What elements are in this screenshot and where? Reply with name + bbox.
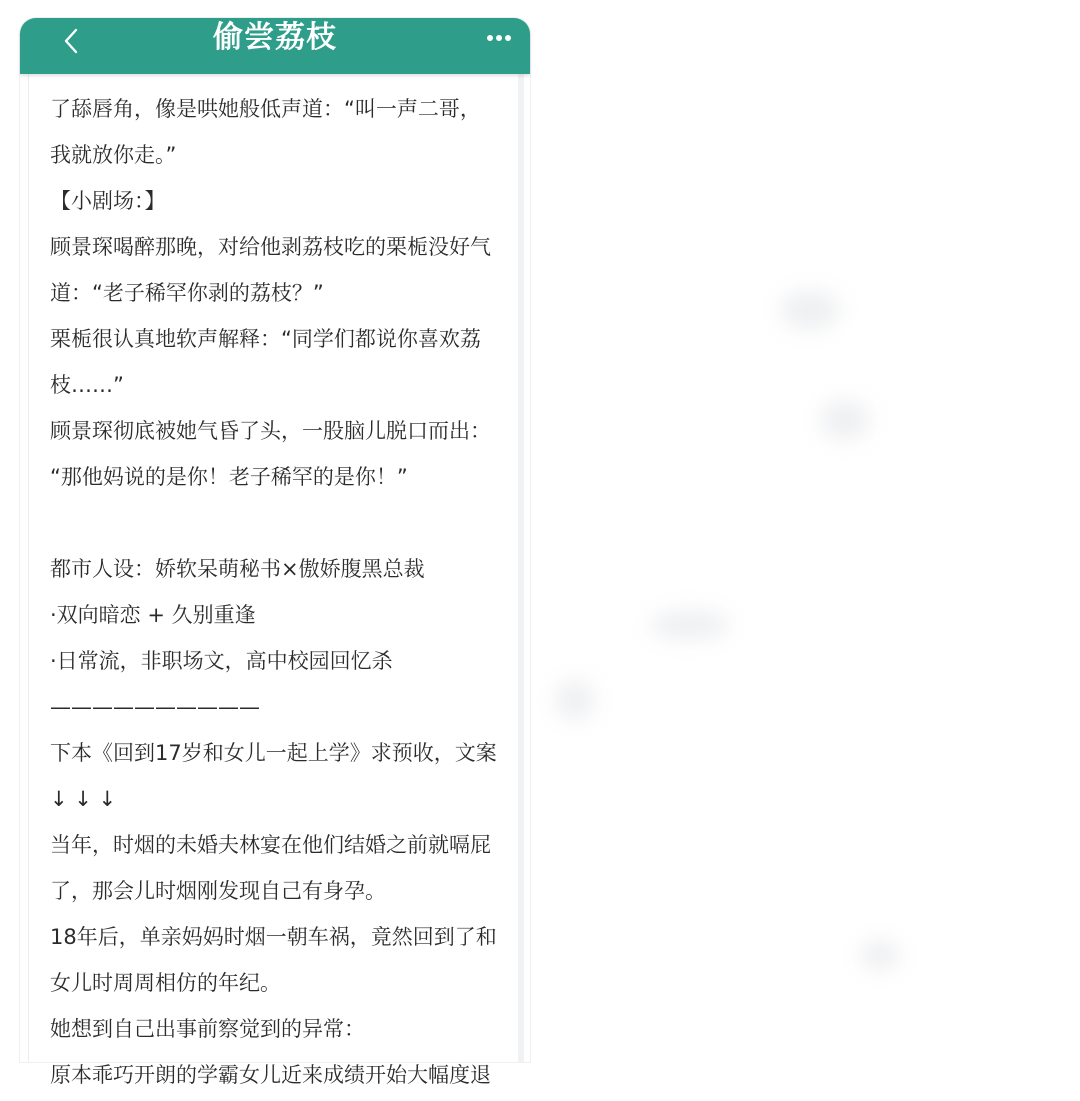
text-line: 她想到自己出事前察觉到的异常： [50, 1017, 365, 1041]
text-line [50, 503, 520, 549]
text-line: 顾景琛喝醉那晚，对给他剥荔枝吃的栗栀没好气 [50, 235, 491, 259]
blank-area [540, 0, 1080, 1080]
text-line: 道：“老子稀罕你剥的荔枝？” [50, 281, 324, 305]
smudge-mark [555, 680, 595, 720]
back-button[interactable] [58, 24, 90, 60]
text-line: 了，那会儿时烟刚发现自己有身孕。 [50, 879, 386, 903]
text-line: 当年，时烟的未婚夫林宴在他们结婚之前就嗝屁 [50, 833, 491, 857]
text-line: 顾景琛彻底被她气昏了头，一股脑儿脱口而出： [50, 419, 491, 443]
smudge-mark [820, 400, 870, 440]
text-line: ↓ ↓ ↓ [50, 787, 117, 811]
text-line: ·双向暗恋 + 久别重逢 [50, 603, 256, 627]
app-header [20, 18, 530, 74]
smudge-mark [780, 290, 840, 330]
article-text [50, 89, 520, 1101]
text-line: 我就放你走。” [50, 143, 177, 167]
text-line: 下本《回到17岁和女儿一起上学》求预收，文案 [50, 741, 497, 765]
text-line: 都市人设：娇软呆萌秘书×傲娇腹黑总裁 [50, 557, 425, 581]
more-horizontal-icon [484, 27, 516, 51]
text-line: 了舔唇角，像是哄她般低声道：“叫一声二哥， [50, 97, 481, 121]
page-title: 偷尝荔枝 [213, 20, 337, 55]
text-line: —————————— [50, 695, 260, 719]
text-line: ·日常流，非职场文，高中校园回忆杀 [50, 649, 393, 673]
text-line: 枝……” [50, 373, 124, 397]
text-line: 原本乖巧开朗的学霸女儿近来成绩开始大幅度退 [50, 1063, 491, 1087]
phone-screen [20, 18, 530, 1087]
smudge-mark [860, 940, 900, 970]
text-line: “那他妈说的是你！老子稀罕的是你！” [50, 465, 408, 489]
text-line: 【小剧场：】 [50, 189, 166, 213]
text-line: 女儿时周周相仿的年纪。 [50, 971, 281, 995]
smudge-mark [650, 610, 730, 640]
more-button[interactable] [484, 27, 516, 51]
text-line: 栗栀很认真地软声解释：“同学们都说你喜欢荔 [50, 327, 481, 351]
article-content[interactable] [28, 74, 524, 1087]
chevron-left-icon [58, 24, 90, 60]
text-line: 18年后，单亲妈妈时烟一朝车祸，竟然回到了和 [50, 925, 497, 949]
